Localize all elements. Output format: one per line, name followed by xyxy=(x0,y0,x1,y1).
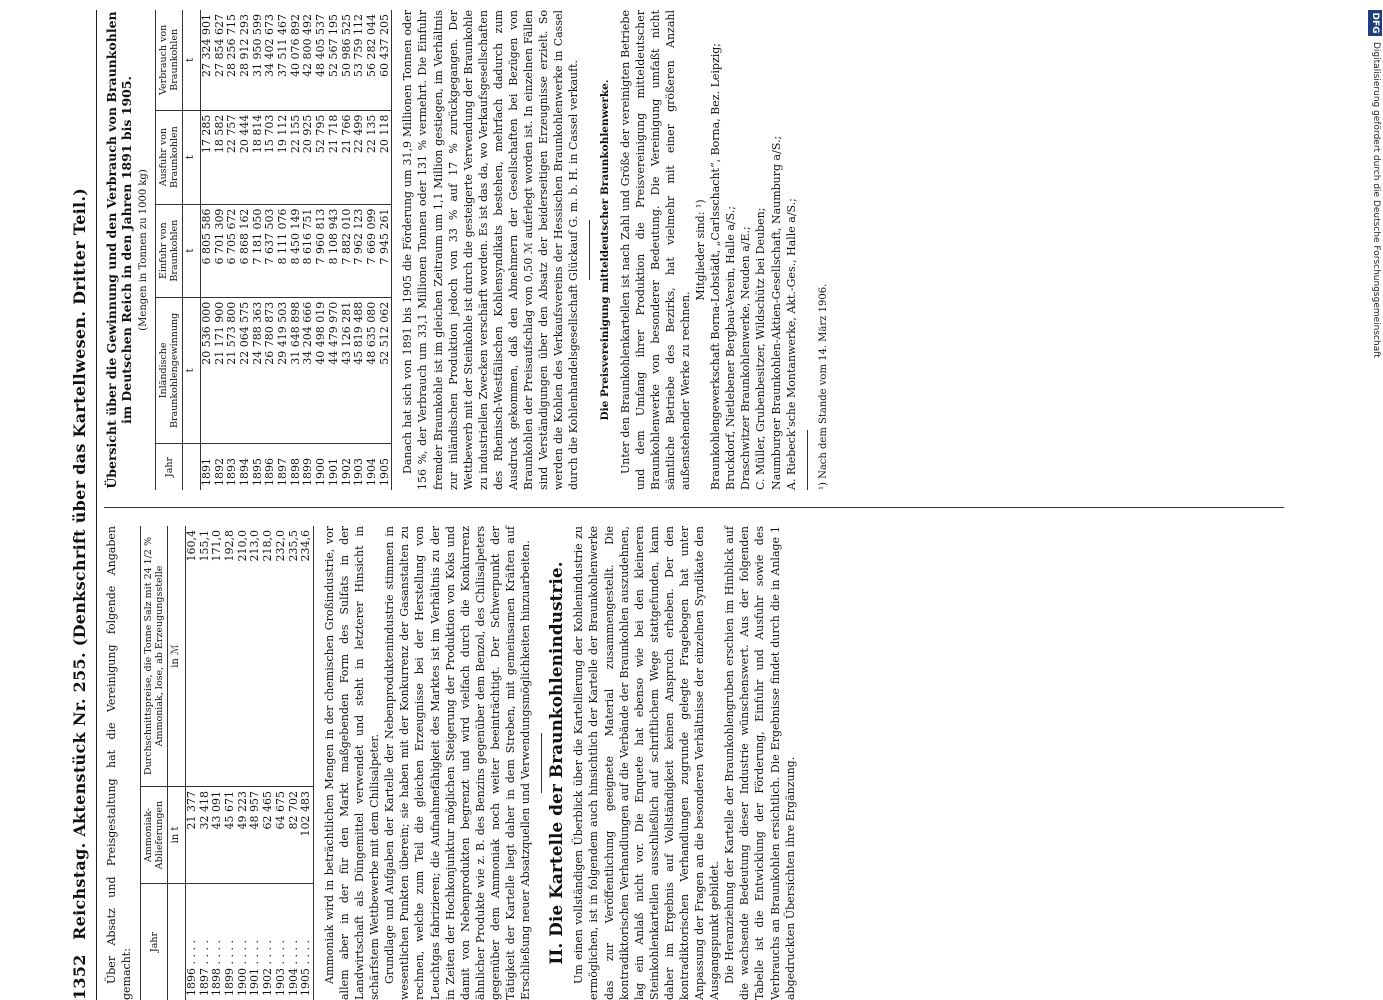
value-cell: 52 795 xyxy=(315,110,328,204)
ammonia-table xyxy=(140,526,314,1000)
value-cell: 8 108 943 xyxy=(328,204,341,297)
page-number: 1352 xyxy=(70,954,89,1000)
value-cell: 6 705 672 xyxy=(226,204,239,297)
unit-cell: in t xyxy=(168,787,186,884)
value-cell: 160,4 xyxy=(185,526,198,787)
value-cell: 18 582 xyxy=(214,110,227,204)
table-row xyxy=(224,526,237,1000)
page-header xyxy=(70,10,96,1000)
value-cell: 22 135 xyxy=(366,110,379,204)
table-row xyxy=(262,526,275,1000)
year-cell: 1893 xyxy=(225,458,239,486)
divider xyxy=(541,733,542,793)
table-row xyxy=(185,526,198,1000)
table-row xyxy=(226,10,239,490)
value-cell: 6 805 586 xyxy=(200,204,213,297)
unit-cell: t xyxy=(183,204,201,297)
year-cell: 1905 . . . . xyxy=(299,940,313,996)
table-caption: Übersicht über die Gewinnung und den Verbrauch von Braunkohlen im Deutschen Reich in den Jahren 1891 bis 1905. xyxy=(104,11,134,489)
unit-cell: in ℳ xyxy=(168,526,186,787)
intro-paragraph: Über Absatz und Preisgestaltung hat die Vereinigung folgende Angaben gemacht: xyxy=(105,526,134,1000)
table-subcaption: (Mengen in Tonnen zu 1000 kg) xyxy=(138,169,149,331)
value-cell: 28 256 715 xyxy=(226,10,239,110)
col-header-export: Ausfuhr von Braunkohlen xyxy=(156,110,183,204)
value-cell: 7 962 123 xyxy=(353,204,366,297)
rotated-page-content xyxy=(70,10,1310,1000)
member-item: Naumburger Braunkohlen-Aktien-Gesellschaft, Naumburg a/S.; xyxy=(769,135,783,490)
year-cell: 1903 xyxy=(352,458,366,486)
value-cell: 7 945 261 xyxy=(379,204,392,297)
value-cell: 15 703 xyxy=(264,110,277,204)
value-cell: 27 324 901 xyxy=(200,10,213,110)
value-cell: 32 418 xyxy=(199,787,212,884)
value-cell: 45 671 xyxy=(224,787,237,884)
col-header-deliveries: Ammoniak-Ablieferungen xyxy=(141,787,168,884)
table-row xyxy=(211,526,224,1000)
table-row xyxy=(237,526,250,1000)
lignite-table-body xyxy=(200,10,392,490)
value-cell: 19 112 xyxy=(277,110,290,204)
value-cell: 44 479 970 xyxy=(328,297,341,443)
col-header-production: Inländische Braunkohlengewinnung xyxy=(156,297,183,443)
value-cell: 24 788 363 xyxy=(252,297,265,443)
digitization-credit: Digitalisierung gefördert durch die Deutsche Forschungsgemeinschaft xyxy=(1371,42,1381,358)
byproduct-paragraph: Grundlage und Aufgaben der Kartelle der Nebenproduktenindustrie stimmen in wesentlichen Punkten überein; sie haben mit der Konkurrenz der Gasanstalten zu rechnen, welche zum Teil die gleichen Erzeugnisse bei der Herstellung von Leuchtgas fabrizieren; die Aufnahmefähigkeit des Marktes ist im Verhältnis zu der in Zeiten der Hochkonjunktur möglichen Steigerung der Produktion von Koks und damit von Nebenprodukten begrenzt und wird vielfach durch die Konkurrenz ähnlicher Produkte wie z. B. des Benzins gegenüber dem Benzol, des Chilisalpeters gegenüber dem Ammoniak noch weiter beeinträchtigt. Der Schwerpunkt der Tätigkeit der Kartelle liegt daher in dem Streben, mit gemeinsamen Kräften auf Erschließung neuer Absatzquellen und Verwendungsmöglichkeiten hinzuarbeiten. xyxy=(383,526,533,1000)
col-header-price: Durchschnittspreise, die Tonne Salz mit 24 1/2 % Ammoniak, lose, ab Erzeugungsstelle xyxy=(141,526,168,787)
year-cell: 1896 xyxy=(263,458,277,486)
value-cell: 8 616 751 xyxy=(302,204,315,297)
value-cell: 34 402 673 xyxy=(264,10,277,110)
value-cell: 22 155 xyxy=(290,110,303,204)
value-cell: 31 950 599 xyxy=(252,10,265,110)
value-cell: 53 759 112 xyxy=(353,10,366,110)
digitization-credit-strip xyxy=(1352,0,1383,1000)
year-cell: 1891 xyxy=(199,458,213,486)
section-heading: II. Die Kartelle der Braunkohlenindustrie. xyxy=(547,561,568,965)
value-cell: 7 960 813 xyxy=(315,204,328,297)
unit-cell: t xyxy=(183,297,201,443)
value-cell: 82 702 xyxy=(288,787,301,884)
value-cell: 21 718 xyxy=(328,110,341,204)
value-cell: 43 126 281 xyxy=(341,297,354,443)
value-cell: 43 091 xyxy=(211,787,224,884)
year-cell: 1897 . . . . xyxy=(197,940,211,996)
member-item: C. Müller, Grubenbesitzer, Wildschütz bei Deuben; xyxy=(754,207,768,490)
right-column xyxy=(104,10,831,490)
table-row xyxy=(328,10,341,490)
year-cell: 1894 xyxy=(237,458,251,486)
value-cell: 31 648 898 xyxy=(290,297,303,443)
value-cell: 7 637 503 xyxy=(264,204,277,297)
members-list xyxy=(708,10,799,490)
table-row xyxy=(200,10,213,490)
value-cell: 34 204 666 xyxy=(302,297,315,443)
member-item: Braunkohlengewerkschaft Borna-Lobstädt, „Carlsschacht“, Borna, Bez. Leipzig; xyxy=(709,42,723,490)
members-intro: Mitglieder sind: ¹) xyxy=(694,199,708,301)
value-cell: 7 882 010 xyxy=(341,204,354,297)
value-cell: 52 512 062 xyxy=(379,297,392,443)
value-cell: 218,0 xyxy=(262,526,275,787)
divider xyxy=(589,220,590,280)
col-header-import: Einfuhr von Braunkohlen xyxy=(156,204,183,297)
value-cell: 7 181 050 xyxy=(252,204,265,297)
value-cell: 102 483 xyxy=(300,787,313,884)
value-cell: 22 499 xyxy=(353,110,366,204)
table-row xyxy=(315,10,328,490)
value-cell: 26 780 873 xyxy=(264,297,277,443)
table-row xyxy=(379,10,392,490)
value-cell: 235,5 xyxy=(288,526,301,787)
year-cell: 1898 xyxy=(288,458,302,486)
value-cell: 40 498 019 xyxy=(315,297,328,443)
table-row xyxy=(288,526,301,1000)
value-cell: 60 437 205 xyxy=(379,10,392,110)
value-cell: 29 419 503 xyxy=(277,297,290,443)
value-cell: 20 536 000 xyxy=(200,297,213,443)
col-header-consumption: Verbrauch von Braunkohlen xyxy=(156,10,183,110)
footnote: ¹) Nach dem Stande vom 14. März 1906. xyxy=(817,283,829,490)
year-cell: 1902 xyxy=(339,458,353,486)
value-cell: 48 405 537 xyxy=(315,10,328,110)
value-cell: 37 511 467 xyxy=(277,10,290,110)
value-cell: 6 868 162 xyxy=(239,204,252,297)
value-cell: 42 800 492 xyxy=(302,10,315,110)
table-row xyxy=(199,526,212,1000)
value-cell: 18 814 xyxy=(252,110,265,204)
header-rule xyxy=(96,10,97,1000)
col-header-year: Jahr xyxy=(141,884,168,1000)
value-cell: 56 282 044 xyxy=(366,10,379,110)
left-column xyxy=(104,526,798,1000)
value-cell: 22 064 575 xyxy=(239,297,252,443)
unit-cell xyxy=(183,444,201,491)
value-cell: 22 757 xyxy=(226,110,239,204)
table-row xyxy=(275,526,288,1000)
year-cell: 1902 . . . . xyxy=(261,940,275,996)
value-cell: 21 573 800 xyxy=(226,297,239,443)
year-cell: 1900 . . . . xyxy=(235,940,249,996)
table-row xyxy=(239,10,252,490)
year-cell: 1904 . . . . xyxy=(286,940,300,996)
table-row xyxy=(277,10,290,490)
value-cell: 48 957 xyxy=(249,787,262,884)
value-cell: 21 171 900 xyxy=(214,297,227,443)
value-cell: 28 912 293 xyxy=(239,10,252,110)
value-cell: 192,8 xyxy=(224,526,237,787)
value-cell: 20 444 xyxy=(239,110,252,204)
association-paragraph: Unter den Braunkohlenkartellen ist nach Zahl und Größe der vereinigten Betriebe und dem Umfang ihrer Produktion die Preisvereinigung mitteldeutscher Braunkohlenwerke von besonderer Bedeutung. Die Vereinigung umfaßt nicht sämtliche Betriebe des Bezirks, hat vielmehr mit einer größeren Anzahl außenstehender Werke zu rechnen. xyxy=(618,10,692,490)
year-cell: 1904 xyxy=(364,458,378,486)
lignite-table xyxy=(155,10,392,490)
lignite-intro-paragraph: Um einen vollständigen Überblick über die Kartellierung der Kohlenindustrie zu ermöglichen, ist in folgendem auch hinsichtlich der Kartelle der Braunkohlenwerke das zur Veröffentlichung geeignete Material zusammengestellt. Die kontradiktorischen Verhandlungen auf die Verbände der Braunkohlen auszudehnen, lag ein Anlaß nicht vor. Die Enquete hat ebenso wie bei den kleineren Steinkohlenkartellen ausschließlich auf schriftlichem Wege stattgefunden, kann daher im Ergebnis auf Vollständigkeit keinen Anspruch erheben. Der den kontradiktorischen Verhandlungen zugrunde gelegte Fragebogen hat unter Anpassung der Fragen an die besonderen Verhältnisse der einzelnen Syndikate den Ausgangspunkt gebildet. xyxy=(572,526,722,1000)
table-row xyxy=(249,526,262,1000)
table-row xyxy=(366,10,379,490)
table-row xyxy=(300,526,313,1000)
year-cell: 1892 xyxy=(212,458,226,486)
value-cell: 8 111 076 xyxy=(277,204,290,297)
value-cell: 232,0 xyxy=(275,526,288,787)
member-item: Bruckdorf, Nietlebener Bergbau-Verein, Halle a/S.; xyxy=(724,206,738,490)
footnote-rule xyxy=(807,430,808,490)
analysis-paragraph: Danach hat sich von 1891 bis 1905 die Förderung um 31,9 Millionen Tonnen oder 156 %, der Verbrauch um 33,1 Millionen Tonnen oder 131 % vermehrt. Die Einfuhr fremder Braunkohle ist im gleichen Zeitraum um 1,1 Million gestiegen, im Verhältnis zur inländischen Produktion jedoch von 33 % auf 17 % zurückgegangen. Der Wettbewerb mit der Steinkohle ist durch die gesteigerte Verwendung der Braunkohle zu industriellen Zwecken verschärft worden. Es ist das da, wo Verkaufsgesellschaften des Rheinisch-Westfälischen Kohlensyndikats bestehen, mehrfach dadurch zum Ausdruck gekommen, daß den Abnehmern der Gesellschaften bei Bezügen von Braunkohlen der Preisaufschlag von 0,50 ℳ auferlegt worden ist. In einzelnen Fällen sind Verständigungen über den Absatz der beiderseitigen Erzeugnisse erzielt. So werden die Kohlen des Verkaufsvereins der Hessischen Braunkohlenwerke in Cassel durch die Kohlenhandelsgesellschaft Glückauf G. m. b. H. in Cassel verkauft. xyxy=(401,10,581,490)
year-cell: 1901 xyxy=(326,458,340,486)
year-cell: 1898 . . . . xyxy=(210,940,224,996)
unit-cell: t xyxy=(183,110,201,204)
subsection-heading: Die Preisvereinigung mitteldeutscher Braunkohlenwerke. xyxy=(599,79,612,421)
value-cell: 8 450 149 xyxy=(290,204,303,297)
year-cell: 1897 xyxy=(276,458,290,486)
value-cell: 171,0 xyxy=(211,526,224,787)
year-cell: 1899 xyxy=(301,458,315,486)
value-cell: 49 223 xyxy=(237,787,250,884)
value-cell: 52 567 195 xyxy=(328,10,341,110)
value-cell: 21 766 xyxy=(341,110,354,204)
year-cell: 1905 xyxy=(377,458,391,486)
value-cell: 7 669 099 xyxy=(366,204,379,297)
member-item: Draschwitzer Braunkohlenwerke, Neuden a/E.; xyxy=(739,226,753,490)
value-cell: 6 701 309 xyxy=(214,204,227,297)
year-cell: 1900 xyxy=(314,458,328,486)
value-cell: 155,1 xyxy=(199,526,212,787)
year-cell: 1899 . . . . xyxy=(223,940,236,996)
ammonia-paragraph: Ammoniak wird in beträchtlichen Mengen in der chemischen Großindustrie, vor allem aber in der für den Markt maßgebenden Form des Sulfats in der Landwirtschaft als Düngemittel verwendet und steht in letzterer Hinsicht in schärfstem Wettbewerbe mit dem Chilisalpeter. xyxy=(322,526,382,1000)
unit-cell xyxy=(168,884,186,1000)
running-title: Reichstag. Aktenstück Nr. 255. (Denkschrift über das Kartellwesen. Dritter Teil.) xyxy=(70,187,89,940)
member-item: A. Riebeck’sche Montanwerke, Akt.-Ges., Halle a/S.; xyxy=(784,198,798,490)
lignite-table-paragraph: Die Heranziehung der Kartelle der Braunkohlengruben erschien im Hinblick auf die wachsende Bedeutung dieser Industrie wünschenswert. Aus der folgenden Tabelle ist die Entwicklung der Förderung, Einfuhr und Ausfuhr sowie des Verbrauchs an Braunkohlen ersichtlich. Die Ergebnisse findet durch die in Anlage 1 abgedruckten Übersichten ihre Ergänzung. xyxy=(723,526,797,1000)
value-cell: 20 925 xyxy=(302,110,315,204)
dfg-logo: DFG xyxy=(1368,10,1382,36)
value-cell: 62 465 xyxy=(262,787,275,884)
value-cell: 48 635 080 xyxy=(366,297,379,443)
value-cell: 40 076 892 xyxy=(290,10,303,110)
value-cell: 45 819 488 xyxy=(353,297,366,443)
year-cell: 1903 . . . . xyxy=(273,940,287,996)
year-cell: 1895 xyxy=(250,458,264,486)
year-cell: 1896 . . . . xyxy=(184,940,198,996)
value-cell: 20 118 xyxy=(379,110,392,204)
year-cell: 1901 . . . . xyxy=(248,940,262,996)
value-cell: 64 675 xyxy=(275,787,288,884)
unit-cell: t xyxy=(183,10,201,110)
ammonia-table-body xyxy=(185,526,313,1000)
value-cell: 210,0 xyxy=(237,526,250,787)
column-rule xyxy=(104,507,1284,508)
value-cell: 21 377 xyxy=(185,787,198,884)
value-cell: 17 285 xyxy=(200,110,213,204)
col-header-year: Jahr xyxy=(156,444,183,491)
value-cell: 27 854 627 xyxy=(214,10,227,110)
value-cell: 213,0 xyxy=(249,526,262,787)
value-cell: 234,6 xyxy=(300,526,313,787)
value-cell: 50 986 525 xyxy=(341,10,354,110)
